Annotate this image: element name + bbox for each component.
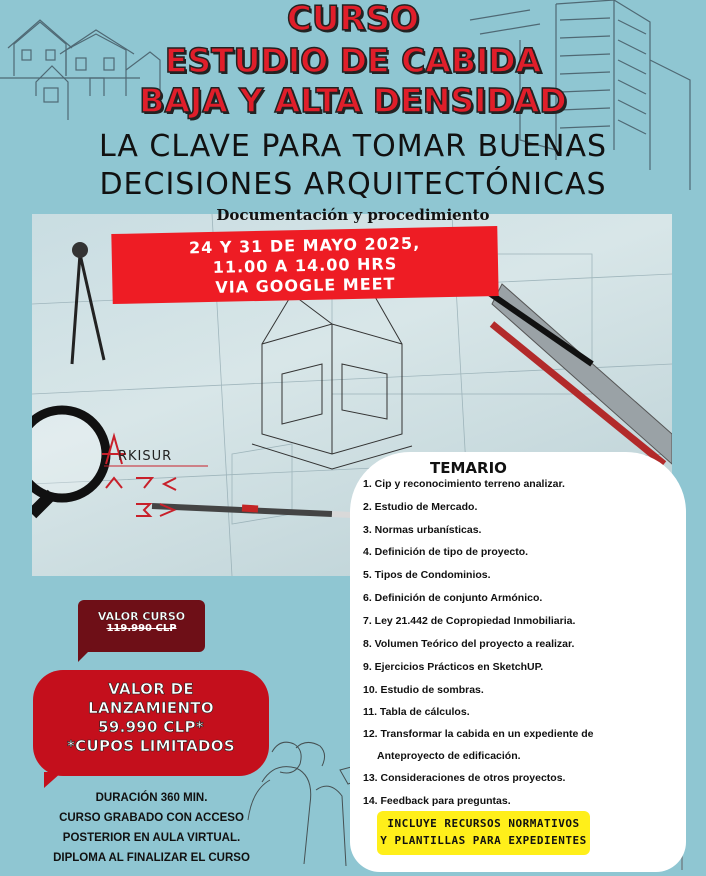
temario-item: 14. Feedback para preguntas. [363,795,511,807]
title-line-3: BAJA Y ALTA DENSIDAD [139,81,567,120]
temario-item: 1. Cip y reconocimiento terreno analizar. [363,478,565,490]
resources-line-1: INCLUYE RECURSOS NORMATIVOS [387,817,580,830]
course-virtual-classroom: POSTERIOR EN AULA VIRTUAL. [62,832,241,844]
launch-line-1: VALOR DE [108,680,194,698]
course-diploma: DIPLOMA AL FINALIZAR EL CURSO [53,852,250,864]
temario-title: TEMARIO [430,459,507,477]
temario-item: 12. Transformar la cabida en un expediente de [363,728,594,740]
resources-line-2: Y PLANTILLAS PARA EXPEDIENTES [380,834,587,847]
temario-item: 2. Estudio de Mercado. [363,501,478,513]
course-price-box [78,600,205,652]
course-recording: CURSO GRABADO CON ACCESO [59,812,244,824]
logo-name: RKISUR [118,449,173,464]
price-box-tail [78,648,92,662]
documentation-label: Documentación y procedimiento [216,206,490,224]
limited-seats: *CUPOS LIMITADOS [67,737,235,755]
arkisur-logo [100,432,210,536]
temario-item: 13. Consideraciones de otros proyectos. [363,772,566,784]
temario-item: 6. Definición de conjunto Armónico. [363,592,543,604]
temario-item: 10. Estudio de sombras. [363,684,484,696]
launch-line-2: LANZAMIENTO [88,699,214,717]
resources-highlight [377,811,590,855]
temario-item: 8. Volumen Teórico del proyecto a realizar. [363,638,575,650]
course-duration: DURACIÓN 360 MIN. [95,792,208,804]
temario-item: 7. Ley 21.442 de Copropiedad Inmobiliaria. [363,615,576,627]
course-price-label: VALOR CURSO [97,610,186,623]
temario-item: Anteproyecto de edificación. [377,750,521,762]
launch-price-box [33,670,269,776]
temario-item: 5. Tipos de Condominios. [363,569,491,581]
temario-item: 9. Ejercicios Prácticos en SketchUP. [363,661,544,673]
launch-price: 59.990 CLP* [98,718,204,736]
schedule-platform: VIA GOOGLE MEET [215,274,396,297]
schedule-banner [111,226,498,304]
title-line-2: ESTUDIO DE CABIDA [164,41,542,80]
temario-item: 11. Tabla de cálculos. [363,706,470,718]
title-line-1: CURSO [286,0,420,39]
course-info [14,788,289,868]
temario-item: 4. Definición de tipo de proyecto. [363,546,529,558]
launch-box-tail [44,772,62,788]
subtitle-line-2: DECISIONES ARQUITECTÓNICAS [99,167,607,202]
subtitle-line-1: LA CLAVE PARA TOMAR BUENAS [98,129,608,164]
schedule-hours: 11.00 A 14.00 HRS [212,254,398,277]
schedule-dates: 24 Y 31 DE MAYO 2025, [188,233,421,258]
arkisur-logo-mark [100,432,210,532]
course-price-old: 119.990 CLP [106,623,177,634]
temario-item: 3. Normas urbanísticas. [363,524,482,536]
